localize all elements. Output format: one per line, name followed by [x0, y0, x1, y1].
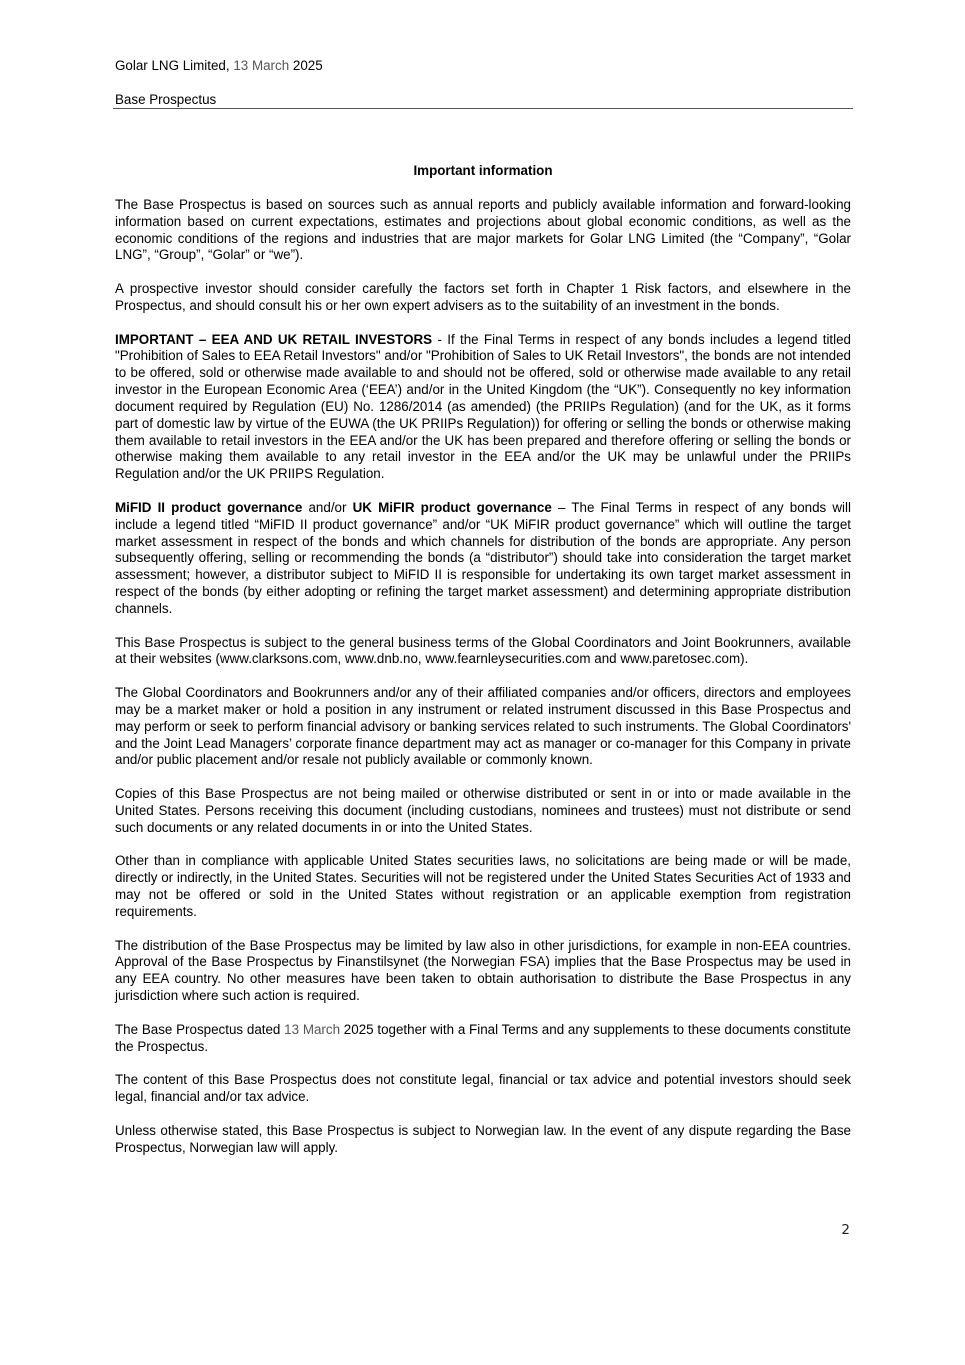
paragraph-sources: The Base Prospectus is based on sources such as annual reports and publicly available information and forward-looking information based on current expectations, estimates and projections about global economic conditions, as well as the economic conditions of the regions and industries that are major markets for Golar LNG Limited (the “Company”, “Golar LNG”, “Group”, “Golar” or “we”). [115, 196, 851, 263]
paragraph-us-distribution: Copies of this Base Prospectus are not being mailed or otherwise distributed or sent in or into or made available in the United States. Persons receiving this document (including custodians, nominees and trustees) must not distribute or send such documents or any related documents in or into the United States. [115, 786, 851, 835]
page-header [115, 58, 853, 109]
mifir-heading: UK MiFIR product governance [352, 499, 552, 515]
header-company: Golar LNG Limited, [115, 58, 234, 73]
paragraph-retail-investors [115, 332, 851, 484]
paragraph-us-securities: Other than in compliance with applicable United States securities laws, no solicitations are being made or will be made, directly or indirectly, in the United States. Securities will not be registered under the United States Securities Act of 1933 and may not be offered or sold in the United States without registration or an applicable exemption from registration requirements. [115, 853, 851, 919]
prospectus-date-start: The Base Prospectus dated [115, 1021, 285, 1037]
paragraph-risk-factors: A prospective investor should consider carefully the factors set forth in Chapter 1 Risk factors, and elsewhere in the Prospectus, and should consult his or her own expert advisers as to the suitability of an investment in the bonds. [115, 281, 851, 313]
governance-connector: and/or [302, 499, 353, 515]
retail-investors-heading: IMPORTANT – EEA AND UK RETAIL INVESTORS [115, 331, 433, 347]
header-doc-name: Base Prospectus [115, 92, 217, 107]
retail-investors-text: - If the Final Terms in respect of any bonds includes a legend titled "Prohibition of Sales to EEA Retail Investors" and/or "Prohibition of Sales to UK Retail Investors", the bonds are not intended to be offered, sold or otherwise made available to and should not be offered, sold or otherwise made available to any retail investor in the European Economic Area (‘EEA’) and/or in the United Kingdom (the “UK”). Consequently no key information document required by Regulation (EU) No. 1286/2014 (as amended) (the PRIIPs Regulation) (and for the UK, as it forms part of domestic law by virtue of the EUWA (the UK PRIIPs Regulation)) for offering or selling the bonds or otherwise making them available to retail investors in the EEA and/or the UK has been prepared and therefore offering or selling the bonds or otherwise making them available to any retail investor in the EEA and/or the UK may be unlawful under the PRIIPs Regulation and/or the UK PRIIPS Regulation. [115, 331, 852, 482]
paragraph-product-governance [115, 500, 851, 618]
paragraph-advice: The content of this Base Prospectus does not constitute legal, financial or tax advice and potential investors should seek legal, financial and/or tax advice. [115, 1072, 851, 1105]
governance-text: – The Final Terms in respect of any bonds will include a legend titled “MiFID II product governance” and/or “UK MiFIR product governance” which will outline the target market assessment in respect of the bonds and which channels for distribution of the bonds are appropriate. Any person subsequently offering, selling or recommending the bonds (a “distributor”) should take into consideration the target market assessment; however, a distributor subject to MiFID II is responsible for undertaking its own target market assessment in respect of the bonds (by either adopting or refining the target market assessment) and determining appropriate distribution channels. [115, 499, 851, 616]
paragraph-governing-law: Unless otherwise stated, this Base Prospectus is subject to Norwegian law. In the event of any dispute regarding the Base Prospectus, Norwegian law will apply. [115, 1122, 851, 1155]
paragraph-jurisdictions: The distribution of the Base Prospectus may be limited by law also in other jurisdictions, for example in non-EEA countries. Approval of the Base Prospectus by Finanstilsynet (the Norwegian FSA) implies that the Base Prospectus may be used in any EEA country. No other measures have been taken to obtain authorisation to distribute the Base Prospectus in any jurisdiction where such action is required. [115, 937, 851, 1004]
header-divider [113, 108, 853, 109]
paragraph-business-terms: This Base Prospectus is subject to the general business terms of the Global Coordinators and Joint Bookrunners, available at their websites (www.clarksons.com, www.dnb.no, www.fearnleysecurities.com and www.paretosec.com). [115, 634, 851, 667]
paragraph-coordinators: The Global Coordinators and Bookrunners and/or any of their affiliated companies and/or officers, directors and employees may be a market maker or hold a position in any instrument or related instrument discussed in this Base Prospectus and may perform or seek to perform financial advisory or banking services related to such instruments. The Global Coordinators' and the Joint Lead Managers’ corporate finance department may act as manager or co-manager for this Company in private and/or public placement and/or resale not publicly available or commonly known. [115, 685, 851, 768]
paragraph-prospectus-date [115, 1022, 851, 1056]
page-number: 2 [841, 1222, 850, 1238]
header-company-date [115, 58, 853, 75]
main-content [115, 163, 851, 1173]
prospectus-date-end: 2025 together with a Final Terms and any supplements to these documents constitute the Prospectus. [115, 1021, 851, 1054]
prospectus-date: 13 March [284, 1021, 341, 1037]
header-date: 13 March [233, 58, 290, 73]
mifid-heading: MiFID II product governance [115, 499, 303, 515]
header-year: 2025 [289, 58, 323, 73]
section-title: Important information [413, 163, 553, 178]
